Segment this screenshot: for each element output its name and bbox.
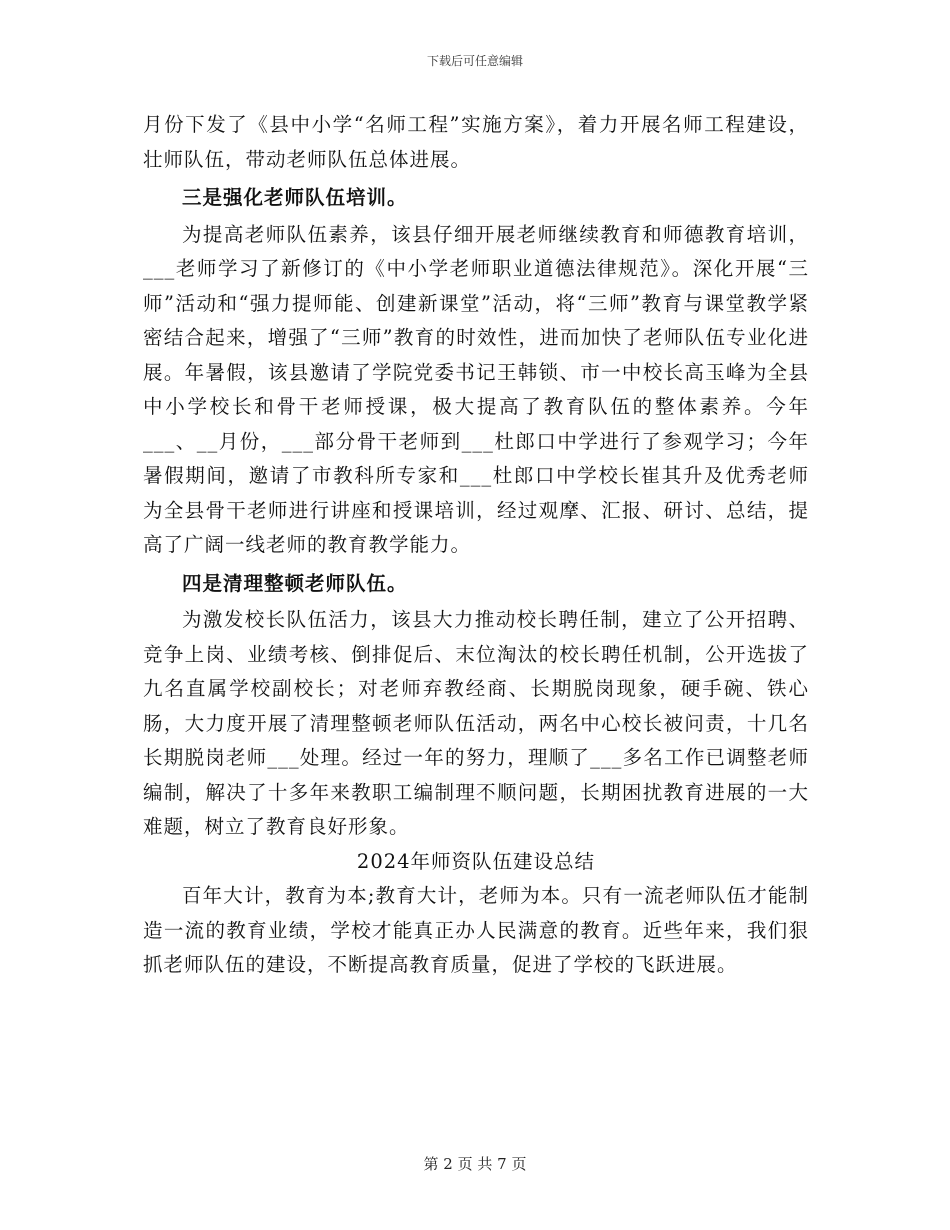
section-heading-3: 三是强化老师队伍培训。 — [182, 186, 408, 209]
section-heading-4: 四是清理整顿老师队伍。 — [182, 571, 408, 595]
page-footer: 第 2 页 共 7 页 — [423, 1155, 527, 1173]
page-header: 下载后可任意编辑 — [426, 54, 523, 68]
paragraph-rectification: 为激发校长队伍活力，该县大力推动校长聘任制，建立了公开招聘、竞争上岗、业绩考核、倒排促后、末位淘汰的校长聘任机制，公开选拔了九名直属学校副校长；对老师弃教经商、长期脱岗现象，硬手碗、铁心肠，大力度开展了清理整顿老师队伍活动，两名中心校长被问责，十几名长期脱岗老师___处理。经过一年的努力，理顺了___多名工作已调整老师编制，解决了十多年来教职工编制理不顺问题，长期困扰教育进展的一大难题，树立了教育良好形象。 — [143, 608, 809, 838]
document-body — [143, 108, 809, 983]
paragraph-training: 为提高老师队伍素养，该县仔细开展老师继续教育和师德教育培训，___老师学习了新修订的《中小学老师职业道德法律规范》。深化开展“三师”活动和“强力提师能、创建新课堂”活动，将“三师”教育与课堂教学紧密结合起来，增强了“三师”教育的时效性，进而加快了老师队伍专业化进展。年暑假，该县邀请了学院党委书记王韩锁、市一中校长高玉峰为全县中小学校长和骨干老师授课，极大提高了教育队伍的整体素养。今年___、__月份，___部分骨干老师到___杜郎口中学进行了参观学习；今年暑假期间，邀请了市教科所专家和___杜郎口中学校长崔其升及优秀老师为全县骨干老师进行讲座和授课培训，经过观摩、汇报、研讨、总结，提高了广阔一线老师的教育教学能力。 — [143, 222, 809, 556]
paragraph-continued: 月份下发了《县中小学“名师工程”实施方案》，着力开展名师工程建设，壮师队伍，带动老师队伍总体进展。 — [143, 113, 809, 171]
document-title: 2024年师资队伍建设总结 — [356, 849, 596, 873]
paragraph-intro: 百年大计，教育为本;教育大计，老师为本。只有一流老师队伍才能制造一流的教育业绩，学校才能真正办人民满意的教育。近些年来，我们狠抓老师队伍的建设，不断提高教育质量，促进了学校的飞跃进展。 — [143, 884, 809, 976]
